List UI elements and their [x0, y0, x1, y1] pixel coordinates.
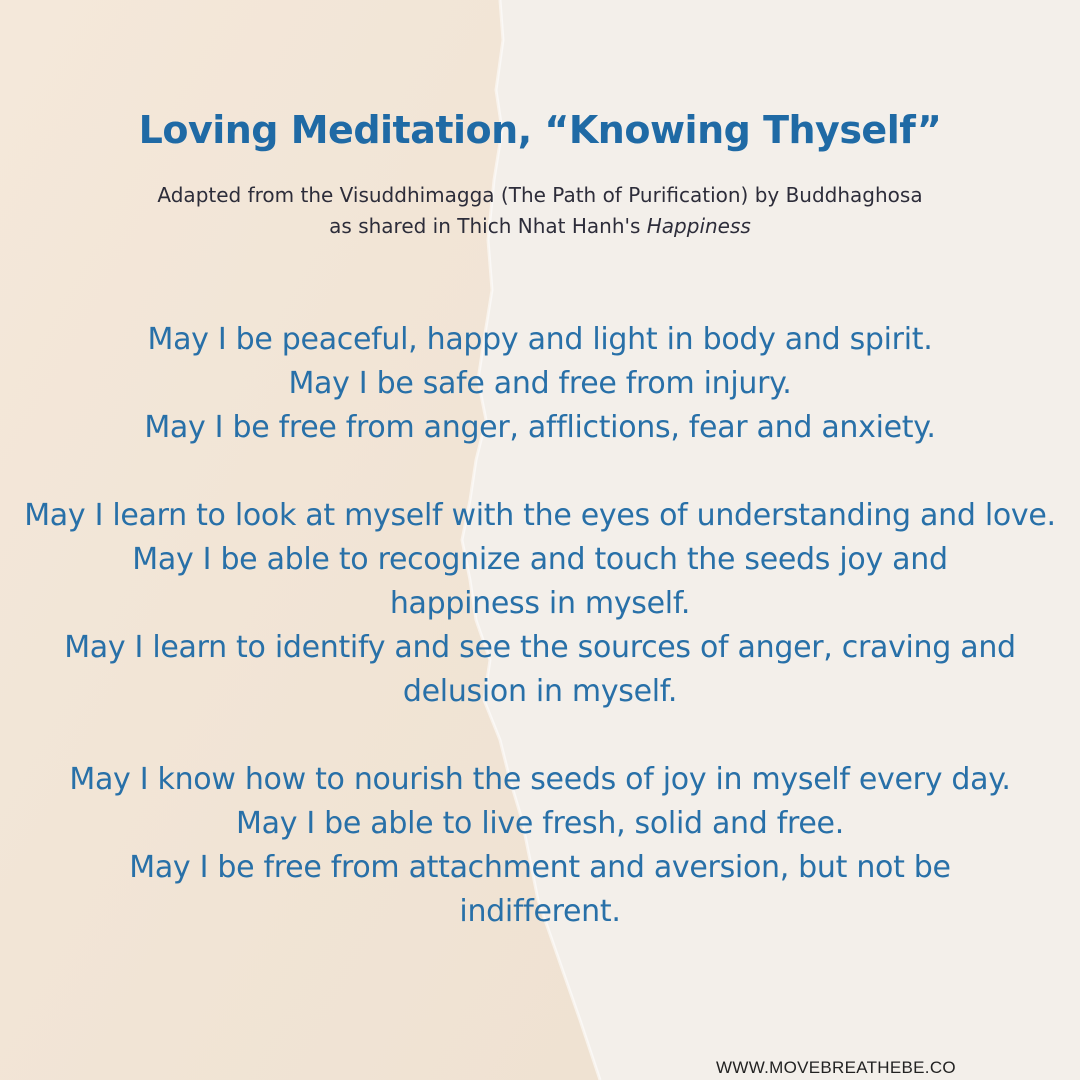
verse: May I learn to identify and see the sources of anger, craving and: [64, 630, 1016, 665]
attribution-source: Adapted from the Visuddhimagga (The Path of Purification) by Buddhaghosa: [157, 183, 923, 207]
verse: delusion in myself.: [402, 674, 678, 709]
attribution-book-line: [0, 211, 1080, 242]
page-title: Loving Meditation, “Knowing Thyself”: [138, 108, 942, 152]
attribution: [0, 180, 1080, 242]
verse: May I know how to nourish the seeds of joy in myself every day.: [69, 762, 1011, 797]
verse: happiness in myself.: [389, 586, 691, 621]
website-url: WWW.MOVEBREATHEBE.CO: [716, 1058, 956, 1077]
book-title: Happiness: [646, 214, 751, 238]
verse: May I learn to look at myself with the eyes of understanding and love.: [24, 498, 1056, 533]
verse: May I be free from attachment and aversion, but not be: [129, 850, 951, 885]
stanza-1: [0, 318, 1080, 450]
verse: May I be peaceful, happy and light in body and spirit.: [147, 322, 933, 357]
verse: indifferent.: [459, 894, 621, 929]
attribution-prefix: as shared in Thich Nhat Hanh's: [329, 214, 647, 238]
stanza-2: [0, 494, 1080, 714]
verse: May I be able to live fresh, solid and free.: [236, 806, 844, 841]
verse: May I be safe and free from injury.: [288, 366, 792, 401]
stanza-3: [0, 758, 1080, 934]
verse: May I be able to recognize and touch the seeds joy and: [132, 542, 948, 577]
verse: May I be free from anger, afflictions, fear and anxiety.: [144, 410, 936, 445]
